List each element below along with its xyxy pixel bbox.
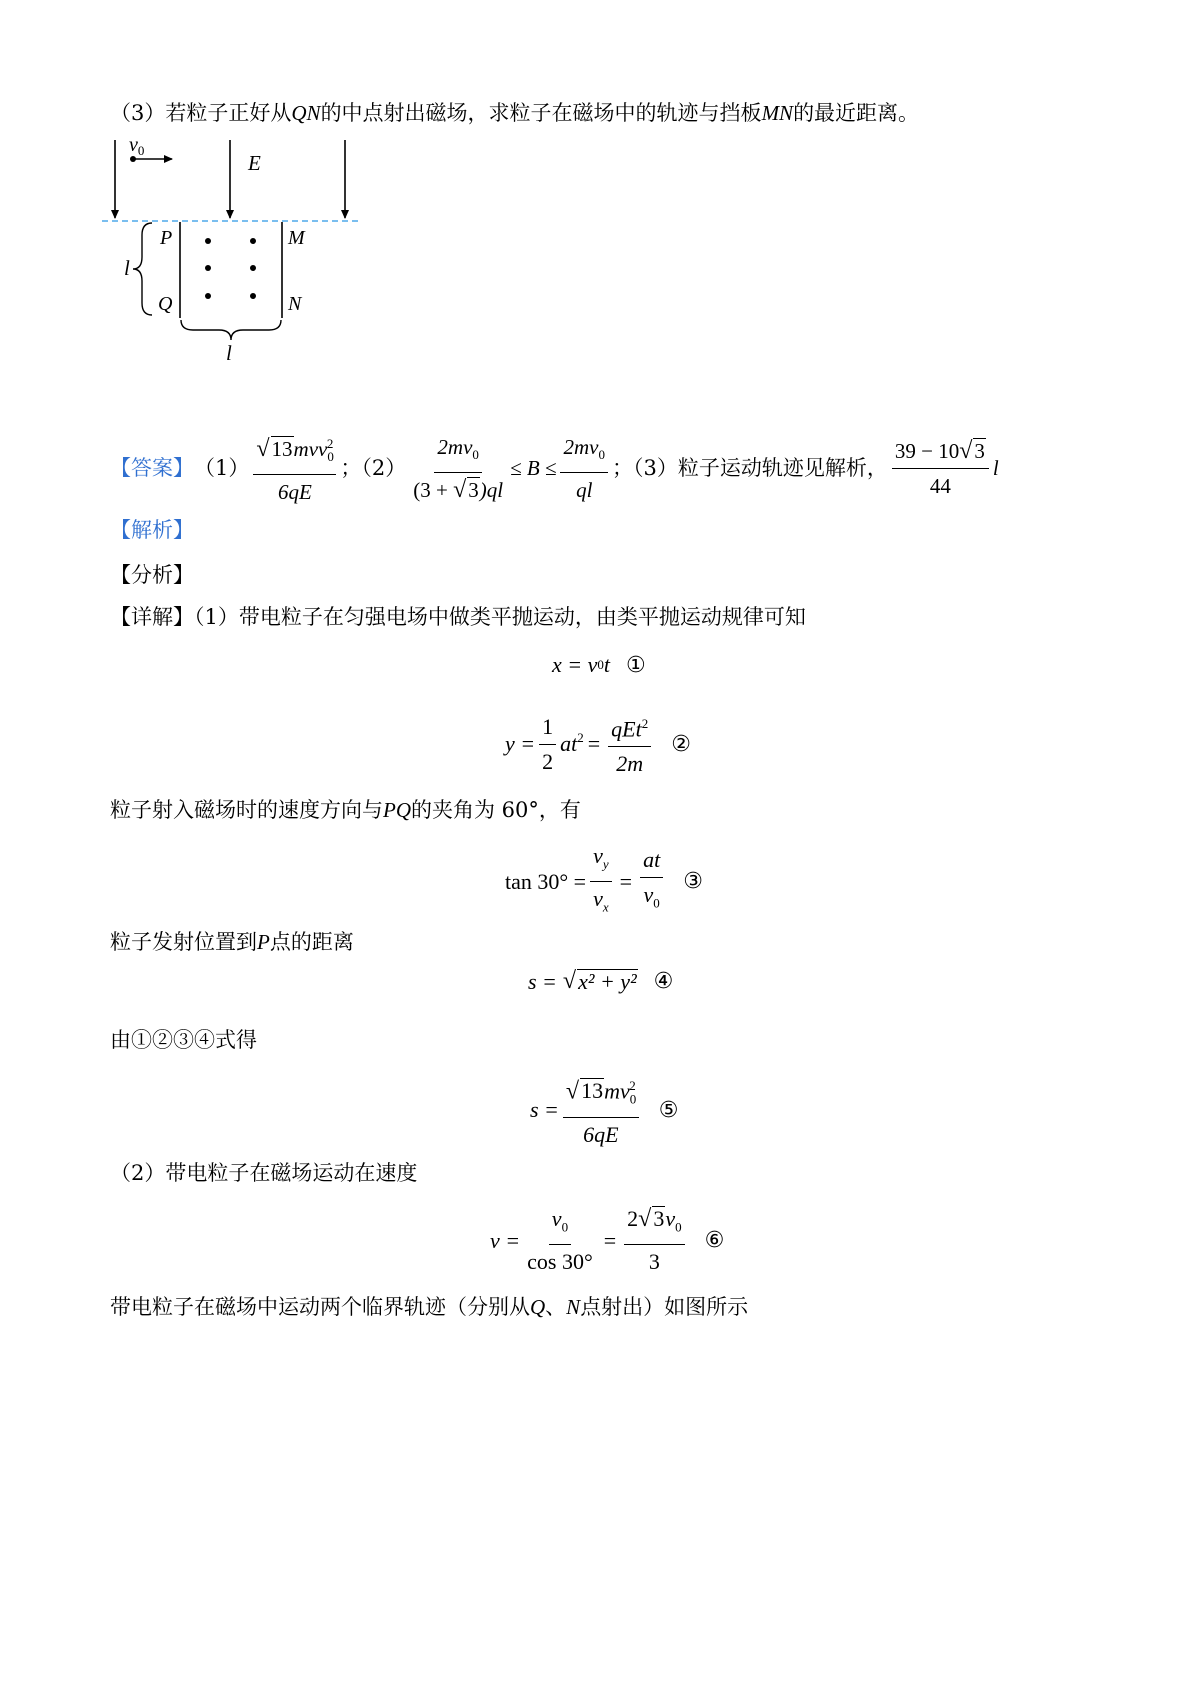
answer-2-left-fraction: $\frac{2mv_0}{(3 + √3)ql}$ [413,434,504,503]
detail-line: 【详解】（1）带电粒子在匀强电场中做类平抛运动，由类平抛运动规律可知 [110,605,806,629]
q-label: Q [158,293,173,315]
l-label-left: l [124,256,130,280]
field-dot [250,293,256,299]
p-label: P [160,227,173,249]
field-dot [205,238,211,244]
answer-2-right-fraction: $\frac{2mv_0}{ql}$ [560,433,608,504]
equation-1: x = v 0 t ① [552,652,646,678]
answer-1-fraction: $\frac{√13mvv_0^2}{6qE}$ [253,430,336,506]
l-label-bottom: l [226,341,232,365]
field-dot [205,293,211,299]
v0-label: $v_0$ [129,135,145,158]
question-3-text: （3）若粒子正好从QN的中点射出磁场，求粒子在磁场中的轨迹与挡板MN的最近距离。 [110,101,920,125]
fenxi-heading: 【分析】 [110,563,194,587]
answer-3-fraction: $\frac{39 - 10√3}{44}$ [892,437,989,500]
distance-text: 粒子发射位置到P点的距离 [110,930,354,954]
question-2-text: （2）带电粒子在磁场运动在速度 [110,1161,418,1185]
bottom-brace [181,320,281,340]
last-text: 带电粒子在磁场中运动两个临界轨迹（分别从Q、N点射出）如图所示 [110,1295,749,1319]
answer-line: 【答案】 （1） $\frac{√13mvv_0^2}{6qE}$ ；（2） $\frac{2mv_0}{(3 + √3)ql}$ ≤ B ≤ $\frac{2mv_0}{ql}$ ；（3）粒子运动轨迹见解析， $\frac{39 - 10√3}{44}$ l [110,430,999,506]
equation-3: tan 30° = $\frac{v_y}{v_x}$ = $\frac{at}{v_0}$ ③ [505,843,703,915]
field-dot [250,238,256,244]
equation-2: y = $\frac{1}{2}$ at $^2$ = $\frac{qEt^2}{2m}$ ② [505,710,691,778]
from-text: 由①②③④式得 [110,1028,257,1052]
angle-text: 粒子射入磁场时的速度方向与PQ的夹角为 60°，有 [110,798,581,822]
analysis-heading: 【解析】 [110,518,194,542]
m-label: M [288,227,305,249]
e-label: E [248,151,261,175]
field-dot [250,265,256,271]
field-diagram [100,135,500,395]
field-dot [205,265,211,271]
n-label: N [288,293,302,315]
equation-4: s = √ x² + y² ④ [528,968,674,994]
left-brace [133,223,152,315]
equation-6: v = $\frac{v_0}{\cos 30^\circ}$ = $\frac{2√3v_0}{3}$ ⑥ [490,1206,725,1275]
equation-5: s = $\frac{√13mv_0^2}{6qE}$ ⑤ [530,1072,678,1149]
